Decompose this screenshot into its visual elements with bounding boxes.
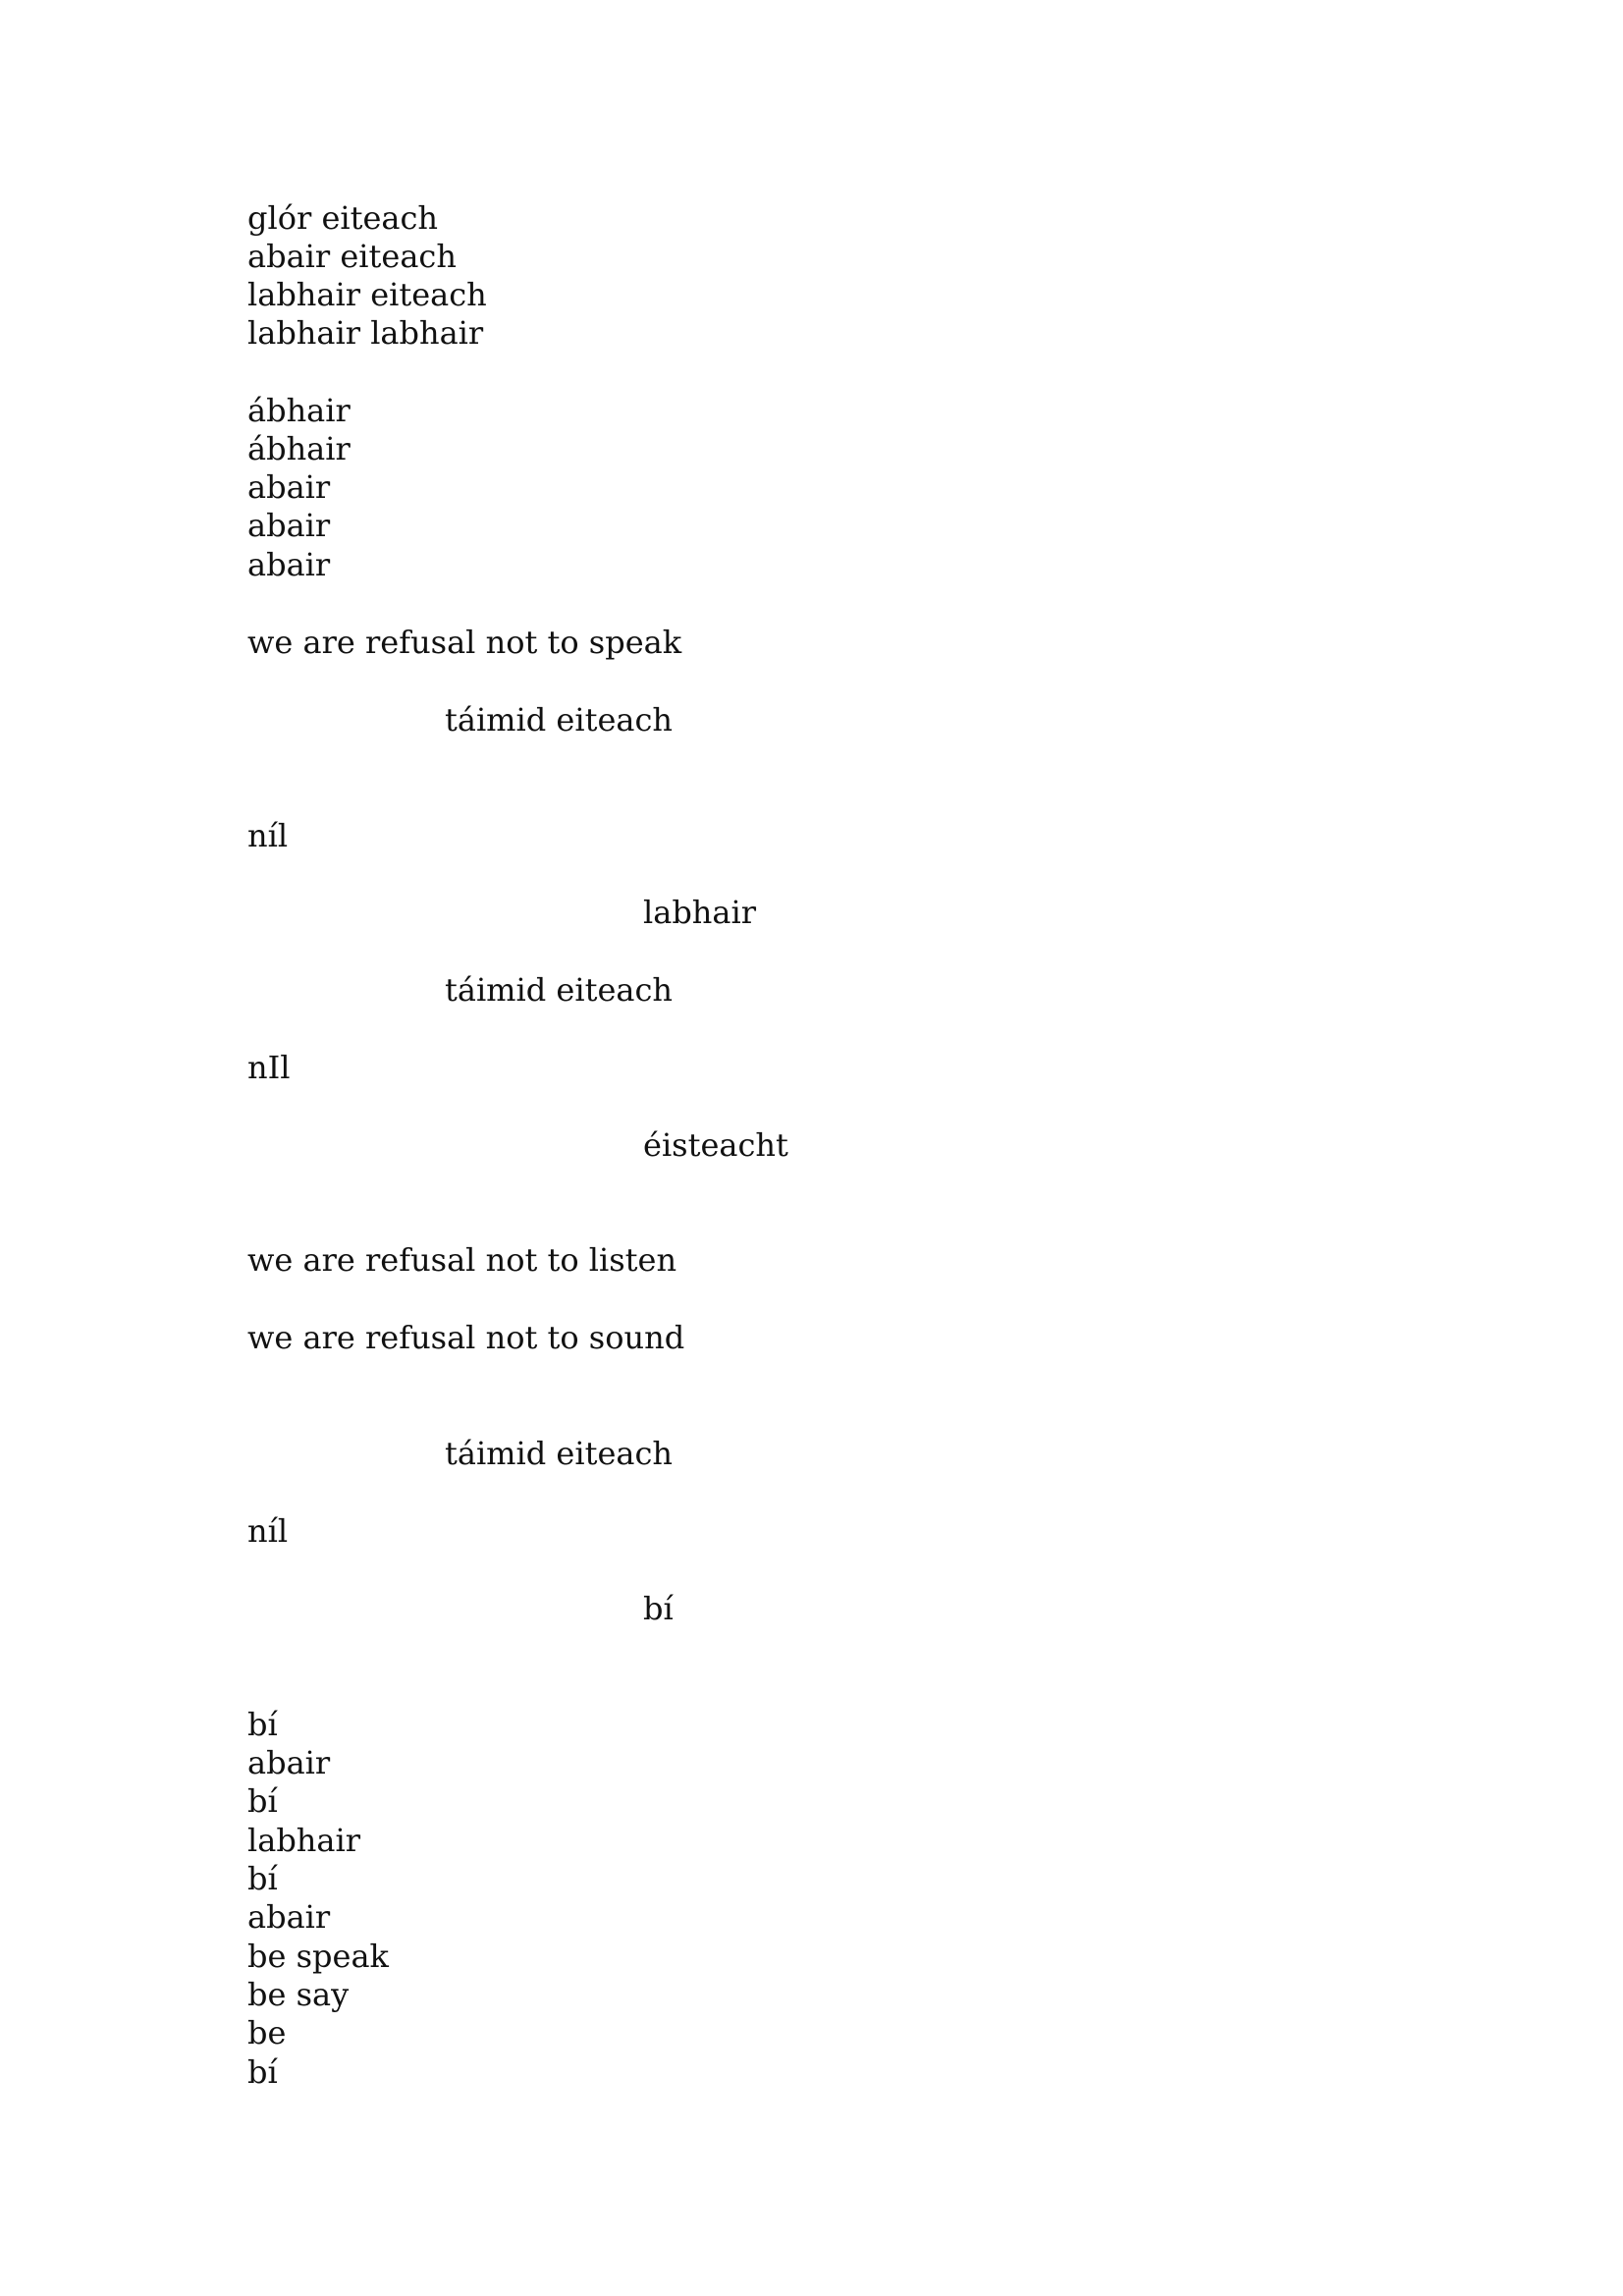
- poem-line: be: [247, 2014, 287, 2051]
- poem-line: ábhair: [247, 430, 351, 467]
- poem-line: abair: [247, 468, 331, 506]
- poem-line: táimid eiteach: [445, 701, 673, 738]
- poem-line: táimid eiteach: [445, 971, 673, 1009]
- poem-line: labhair: [247, 1822, 361, 1859]
- poem-line: abair: [247, 1744, 331, 1781]
- poem-line: labhair eiteach: [247, 276, 487, 313]
- poem-line: abair: [247, 507, 331, 544]
- poem-line: bí: [247, 1706, 278, 1743]
- poem-line: bí: [247, 1860, 278, 1897]
- poem-line: be speak: [247, 1938, 389, 1975]
- poem-line: we are refusal not to speak: [247, 624, 682, 661]
- poem-line: níl: [247, 1512, 289, 1550]
- poem-line: abair: [247, 546, 331, 583]
- poem-line: we are refusal not to listen: [247, 1241, 677, 1279]
- poem-line: nIl: [247, 1049, 291, 1086]
- poem-line: labhair: [643, 894, 757, 931]
- poem-line: labhair labhair: [247, 314, 484, 352]
- poem-line: bí: [247, 1782, 278, 1820]
- poem-line: táimid eiteach: [445, 1435, 673, 1472]
- poem-line: glór eiteach: [247, 199, 439, 237]
- poem-line: níl: [247, 817, 289, 854]
- poem-line: bí: [247, 2053, 278, 2091]
- poem-line: abair eiteach: [247, 238, 457, 275]
- poem-line: abair: [247, 1898, 331, 1936]
- poem-line: we are refusal not to sound: [247, 1319, 685, 1356]
- poem-line: ábhair: [247, 392, 351, 429]
- poem-line: éisteacht: [643, 1126, 788, 1164]
- poem-line: bí: [643, 1590, 674, 1627]
- poem-line: be say: [247, 1976, 350, 2013]
